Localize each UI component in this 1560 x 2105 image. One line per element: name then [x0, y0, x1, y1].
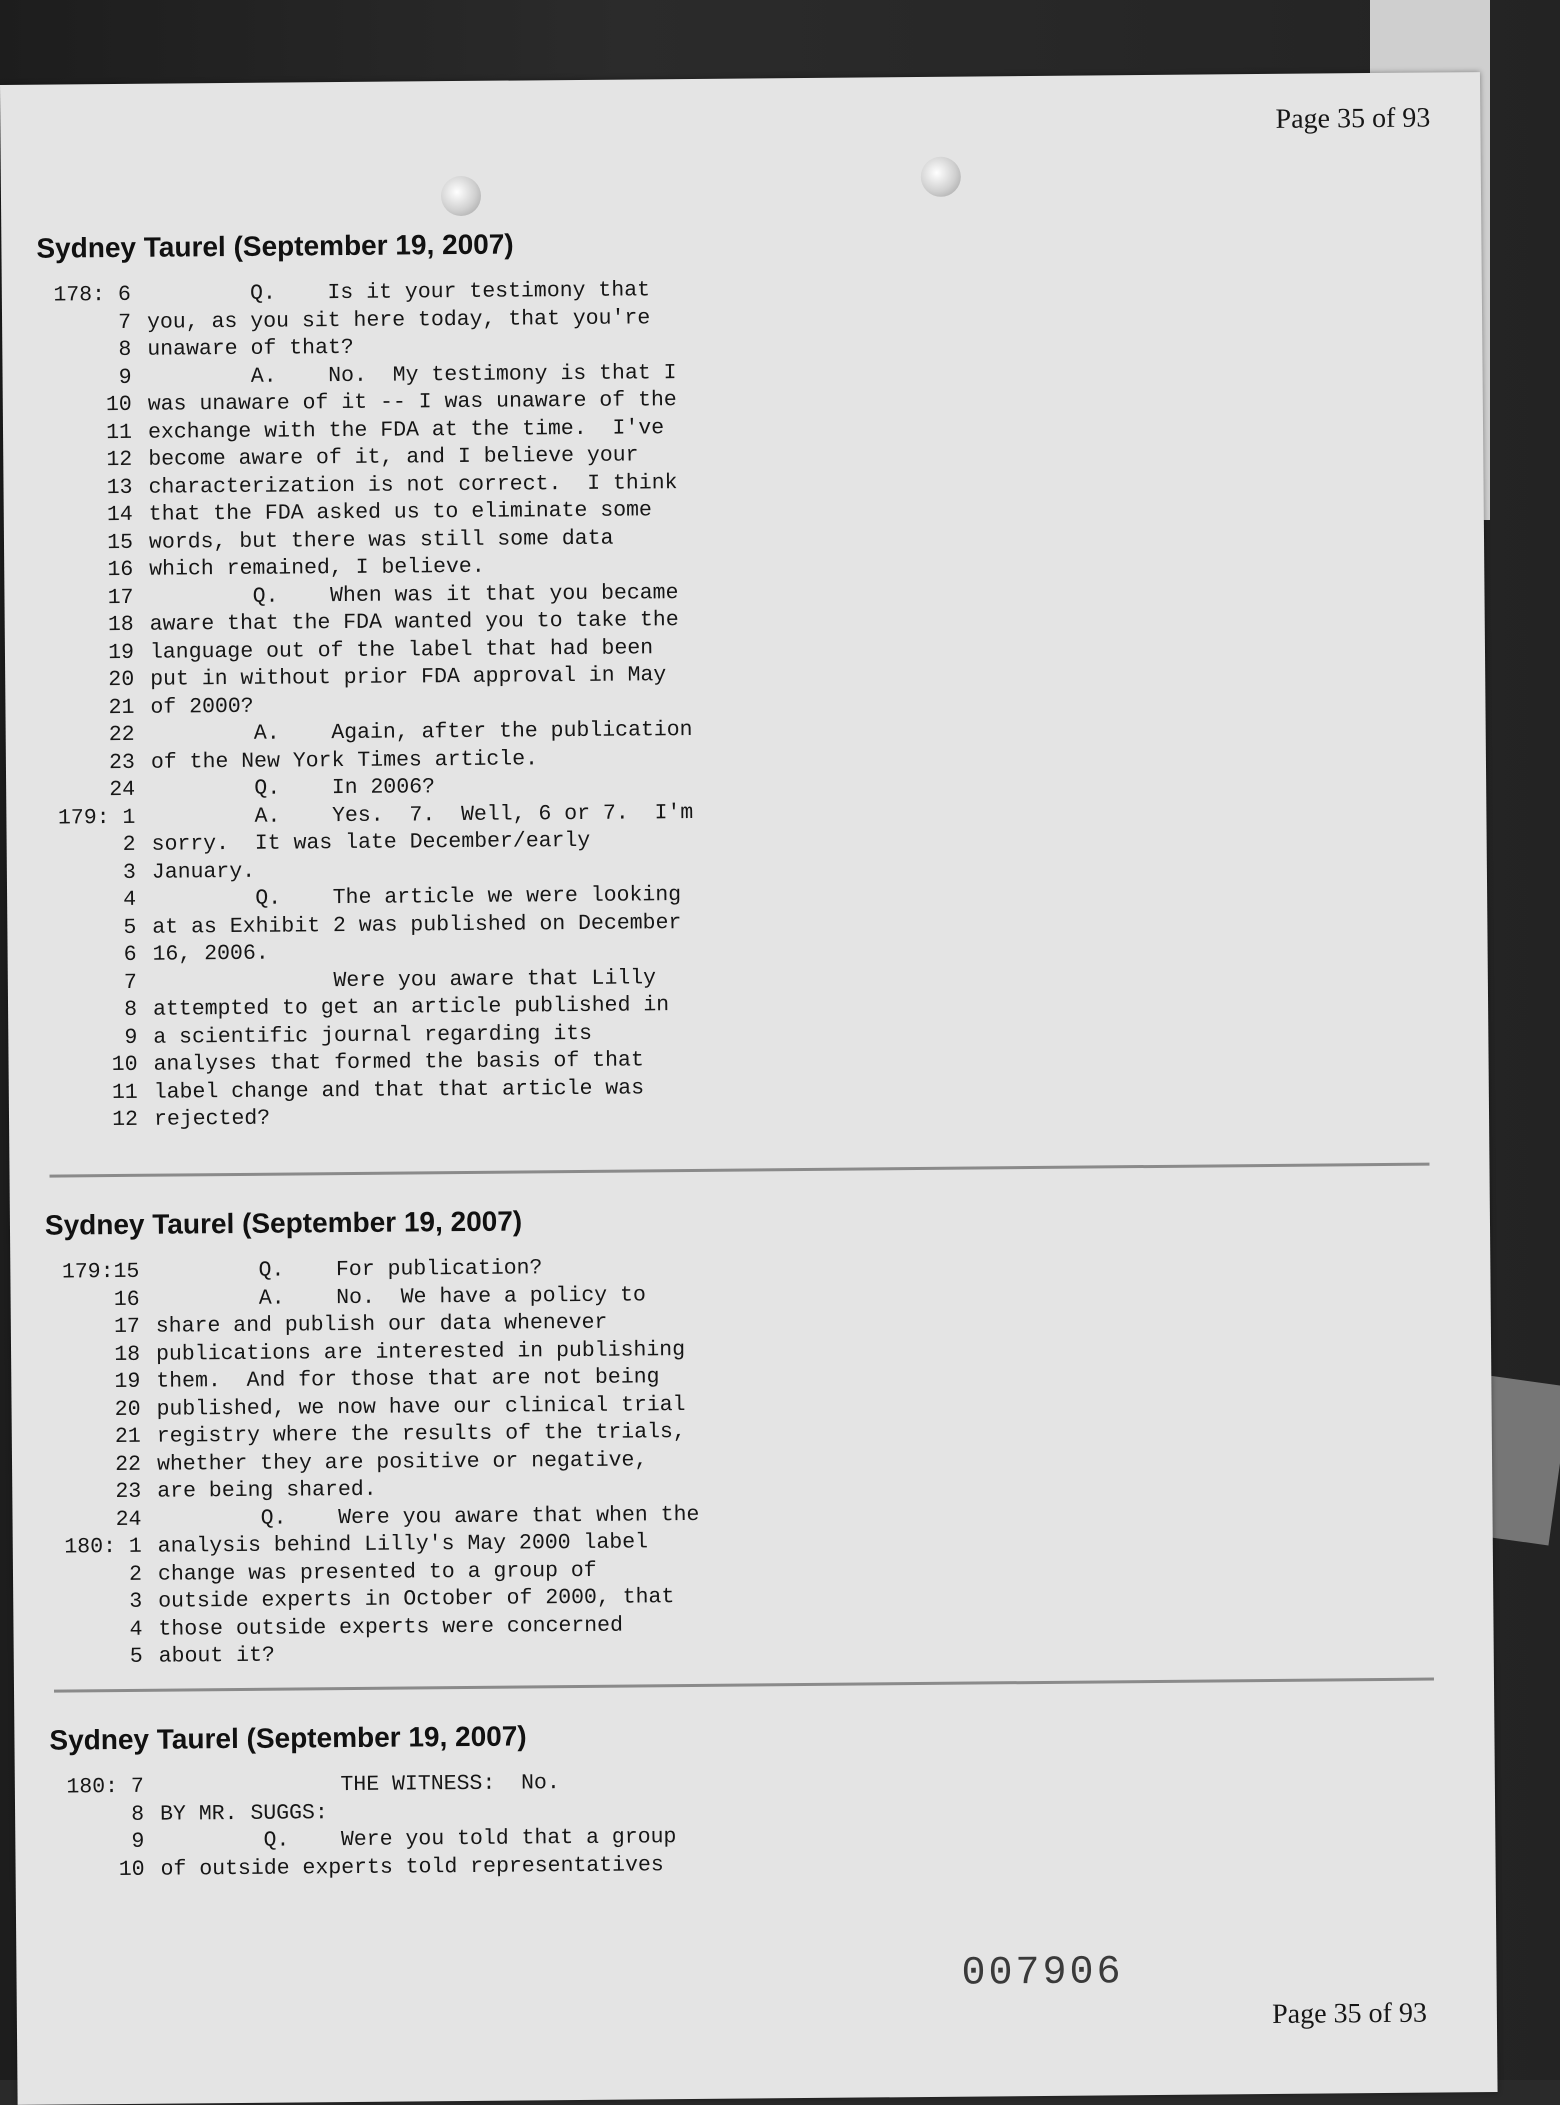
line-text: A. No. We have a policy to — [155, 1282, 646, 1312]
line-text: words, but there was still some data — [148, 526, 614, 555]
line-number: 4 — [129, 1617, 143, 1642]
line-number: 21 — [108, 695, 135, 720]
line-number: 16 — [107, 557, 134, 583]
line-number: 23 — [115, 1479, 142, 1505]
line-text: which remained, I believe. — [149, 554, 485, 582]
line-number: 23 — [108, 750, 136, 775]
line-number: 8 — [118, 337, 132, 362]
line-text: A. No. My testimony is that I — [147, 360, 677, 390]
section-divider — [50, 1163, 1430, 1178]
line-text: published, we now have our clinical trial — [156, 1392, 686, 1422]
line-text: 16, 2006. — [152, 941, 269, 967]
line-number: 7 — [123, 970, 137, 995]
line-number: 178: 6 — [53, 282, 131, 308]
line-text: unaware of that? — [147, 335, 354, 362]
line-number: 3 — [122, 860, 136, 885]
line-number: 21 — [114, 1424, 141, 1450]
line-number: 18 — [114, 1342, 141, 1367]
line-number: 19 — [114, 1369, 141, 1395]
line-text: analyses that formed the basis of that — [153, 1048, 644, 1077]
line-number: 15 — [107, 530, 134, 555]
line-text: become aware of it, and I believe your — [148, 443, 639, 472]
punch-hole — [441, 176, 481, 216]
line-number: 19 — [108, 640, 135, 665]
line-text: registry where the results of the trials, — [156, 1420, 686, 1449]
line-number: 180: 7 — [66, 1774, 144, 1800]
line-text: of outside experts told representatives — [160, 1852, 664, 1882]
testimony-section-3 — [49, 1712, 1450, 1884]
line-text: publications are interested in publishing — [155, 1337, 686, 1367]
line-number: 22 — [115, 1452, 142, 1477]
line-number: 17 — [107, 585, 134, 610]
line-number: 8 — [131, 1802, 145, 1827]
line-text: sorry. It was late December/early — [151, 828, 591, 857]
line-number: 18 — [107, 612, 134, 638]
transcript-lines — [50, 1762, 1451, 1884]
line-text: A. Yes. 7. Well, 6 or 7. I'm — [151, 800, 694, 830]
line-text: put in without prior FDA approval in May — [150, 663, 667, 692]
line-text: label change and that that article was — [153, 1075, 645, 1105]
line-text: Q. When was it that you became — [149, 580, 679, 610]
line-number: 10 — [111, 1052, 138, 1078]
line-number: 10 — [118, 1857, 145, 1882]
line-number: 11 — [106, 420, 133, 445]
line-text: language out of the label that had been — [149, 635, 654, 665]
line-text: of 2000? — [150, 694, 254, 720]
transcript-lines — [45, 1247, 1449, 1672]
line-text: change was presented to a group of — [157, 1558, 597, 1587]
line-text: about it? — [158, 1643, 275, 1669]
section-divider — [54, 1678, 1434, 1693]
line-text: exchange with the FDA at the time. I've — [147, 415, 665, 445]
line-number: 11 — [111, 1080, 138, 1105]
line-number: 8 — [124, 997, 138, 1022]
line-number: 20 — [114, 1397, 141, 1422]
punch-hole — [921, 157, 961, 197]
line-number: 179: 1 — [57, 805, 136, 831]
line-number: 24 — [115, 1507, 142, 1532]
line-text: Q. Were you told that a group — [160, 1825, 677, 1854]
line-number: 179:15 — [61, 1259, 140, 1285]
line-text: THE WITNESS: No. — [159, 1771, 560, 1799]
line-number: 24 — [109, 777, 136, 803]
line-number: 17 — [113, 1314, 140, 1340]
line-number: 9 — [124, 1025, 138, 1050]
line-number: 5 — [123, 915, 137, 940]
line-text: Were you aware that Lilly — [152, 965, 657, 995]
line-text: are being shared. — [157, 1477, 377, 1504]
line-text: Q. Were you aware that when the — [157, 1502, 700, 1532]
line-number: 10 — [105, 392, 132, 418]
line-text: them. And for those that are not being — [156, 1365, 660, 1394]
line-text: Q. For publication? — [155, 1256, 543, 1284]
line-number: 22 — [108, 722, 135, 748]
line-text: A. Again, after the publication — [150, 717, 693, 747]
transcript-lines — [37, 270, 1444, 1135]
line-number: 5 — [129, 1644, 143, 1669]
line-text: aware that the FDA wanted you to take the — [149, 608, 679, 637]
line-text: that the FDA asked us to eliminate some — [148, 498, 653, 527]
line-number: 2 — [122, 832, 136, 857]
line-text: was unaware of it -- I was unaware of the — [147, 388, 677, 417]
line-text: Q. Is it your testimony that — [146, 278, 651, 307]
line-text: characterization is not correct. I think — [148, 470, 678, 500]
section-title: Sydney Taurel (September 19, 2007) — [44, 1205, 523, 1241]
line-number: 14 — [106, 502, 133, 528]
line-text: whether they are positive or negative, — [156, 1447, 648, 1477]
line-number: 16 — [113, 1287, 140, 1312]
section-title: Sydney Taurel (September 19, 2007) — [49, 1720, 527, 1756]
line-text: Q. In 2006? — [151, 775, 436, 802]
line-number: 7 — [118, 310, 132, 335]
line-text: Q. The article we were looking — [152, 883, 682, 912]
line-text: at as Exhibit 2 was published on December — [152, 910, 682, 940]
line-text: BY MR. SUGGS: — [159, 1800, 328, 1827]
line-number: 13 — [106, 475, 133, 500]
line-number: 20 — [108, 667, 135, 693]
line-number: 12 — [112, 1107, 139, 1133]
line-number: 9 — [118, 365, 132, 390]
testimony-section-1 — [36, 220, 1444, 1135]
line-text: analysis behind Lilly's May 2000 label — [157, 1530, 649, 1559]
document-page — [0, 72, 1498, 2105]
line-text: of the New York Times article. — [150, 746, 539, 775]
line-number: 6 — [123, 942, 137, 967]
bates-number: 007906 — [961, 1950, 1124, 1997]
line-number: 12 — [106, 447, 133, 473]
line-text: attempted to get an article published in — [152, 993, 670, 1022]
line-number: 180: 1 — [64, 1534, 142, 1560]
page-number-top: Page 35 of 93 — [1275, 102, 1431, 135]
line-text: share and publish our data whenever — [155, 1310, 608, 1339]
line-number: 4 — [123, 887, 137, 912]
section-title: Sydney Taurel (September 19, 2007) — [36, 228, 514, 264]
line-number: 9 — [131, 1829, 145, 1854]
line-text: January. — [151, 859, 256, 885]
line-number: 3 — [129, 1589, 143, 1614]
line-number: 2 — [128, 1562, 143, 1587]
line-text: those outside experts were concerned — [158, 1613, 624, 1642]
line-text: rejected? — [153, 1106, 271, 1132]
page-number-bottom: Page 35 of 93 — [1271, 1997, 1428, 2030]
line-text: a scientific journal regarding its — [153, 1021, 593, 1050]
line-text: outside experts in October of 2000, that — [158, 1585, 675, 1614]
line-text: you, as you sit here today, that you're — [146, 305, 651, 335]
testimony-section-2 — [45, 1197, 1449, 1672]
